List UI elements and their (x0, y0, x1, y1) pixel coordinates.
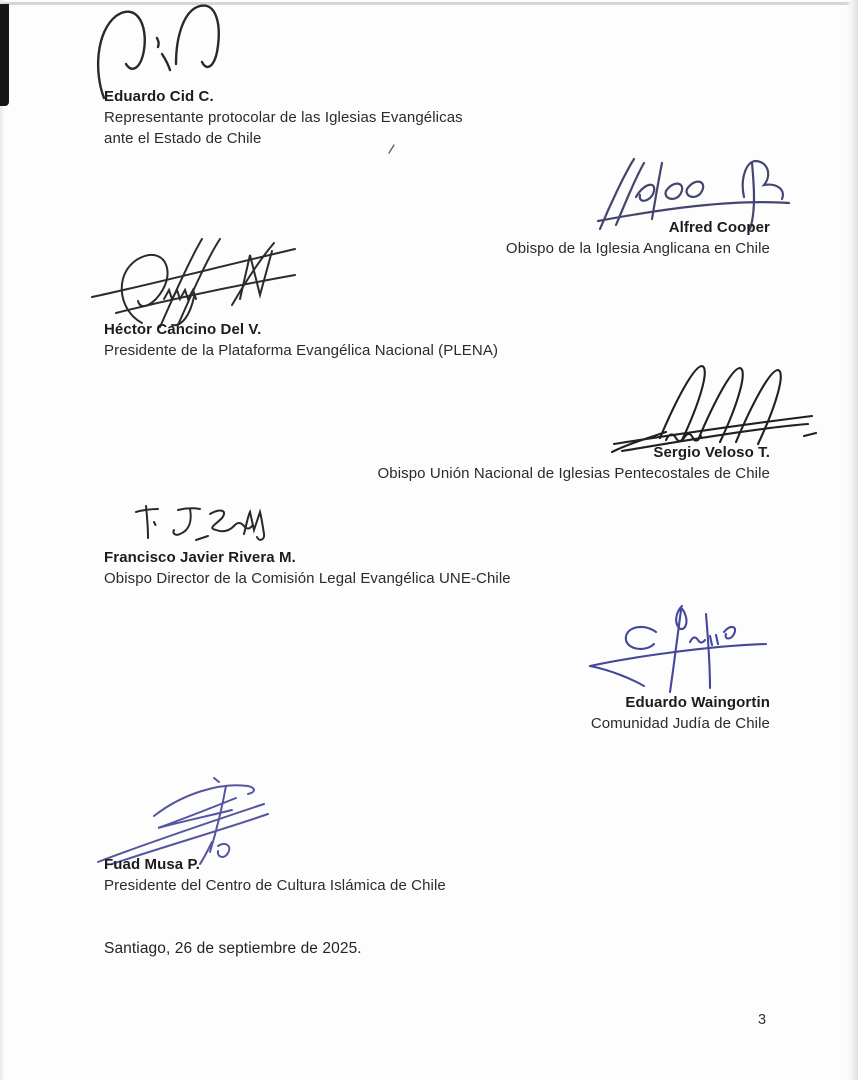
signatory-title-line: Comunidad Judía de Chile (590, 715, 770, 732)
signatory-block-sergio-veloso (290, 443, 770, 484)
stray-ink-mark (388, 141, 395, 151)
signatory-title-line: Obispo Unión Nacional de Iglesias Pentecostales de Chile (377, 465, 770, 482)
signatory-name: Alfred Cooper (668, 219, 770, 236)
page-right-edge (846, 0, 858, 1080)
page-number: 3 (758, 1012, 767, 1028)
photo-corner-artifact (0, 4, 9, 106)
signatory-title-line: ante el Estado de Chile (104, 130, 262, 147)
page-left-edge (0, 0, 5, 1080)
signatory-name: Sergio Veloso T. (653, 444, 770, 461)
signatory-block-fuad-musa (104, 855, 584, 896)
signatory-block-alfred-cooper (340, 218, 770, 259)
signatory-block-eduardo-cid (104, 87, 534, 149)
signature-eduardo-waingortin (586, 604, 771, 696)
signature-stroke (612, 366, 816, 452)
signatory-block-hector-cancino (104, 320, 564, 361)
signature-sergio-veloso (608, 356, 818, 454)
signatory-title-line: Presidente de la Plataforma Evangélica Nacional (PLENA) (104, 342, 499, 359)
signature-stroke (98, 6, 219, 98)
signatory-block-eduardo-waingortin (340, 693, 770, 734)
signatory-title-line: Presidente del Centro de Cultura Islámica de Chile (104, 877, 446, 894)
signatory-title-line: Obispo de la Iglesia Anglicana en Chile (505, 240, 770, 257)
signatory-title-line: Representante protocolar de las Iglesias Evangélicas (104, 109, 463, 126)
signatory-name: Eduardo Waingortin (625, 694, 770, 711)
signatory-name: Eduardo Cid C. (104, 88, 214, 105)
signature-stroke (590, 606, 766, 692)
signature-stroke (98, 778, 268, 864)
signatory-block-francisco-rivera (104, 548, 584, 589)
signature-fuad-musa (96, 776, 296, 866)
signature-stroke (136, 506, 264, 540)
date-line: Santiago, 26 de septiembre de 2025. (104, 940, 362, 957)
signature-francisco-rivera (126, 500, 276, 555)
signatory-name: Francisco Javier Rivera M. (104, 549, 296, 566)
signatory-name: Héctor Cancino Del V. (104, 321, 262, 338)
signatory-name: Fuad Musa P. (104, 856, 200, 873)
signature-stroke (92, 239, 295, 327)
signatory-title-line: Obispo Director de la Comisión Legal Evangélica UNE-Chile (104, 570, 511, 587)
